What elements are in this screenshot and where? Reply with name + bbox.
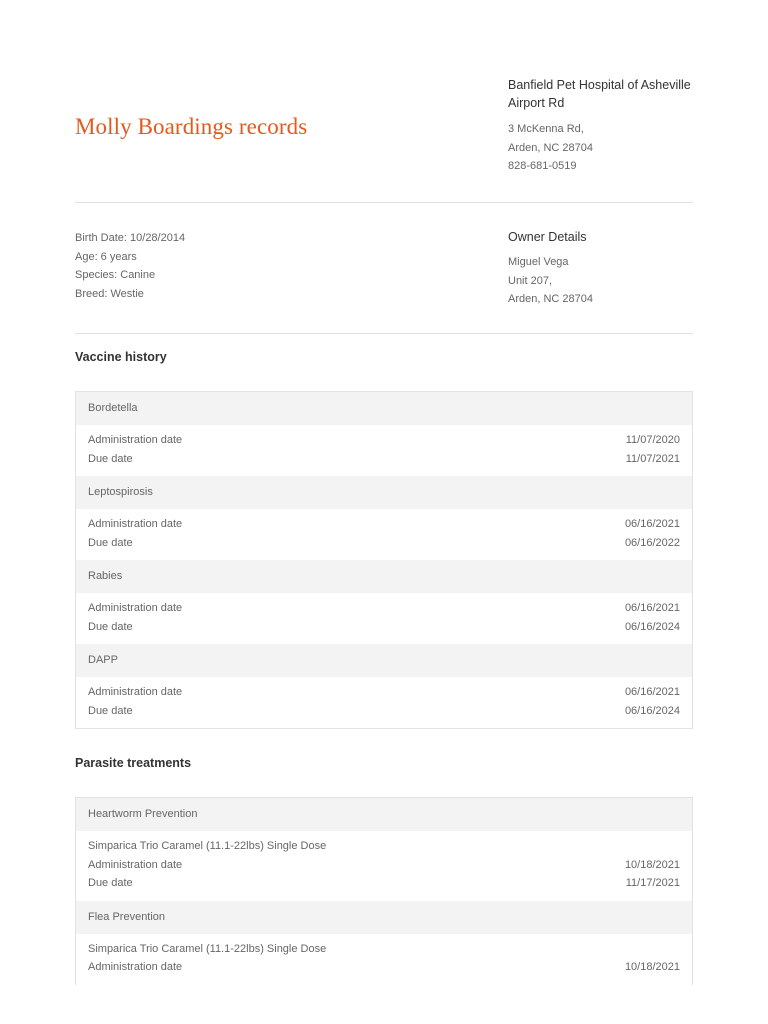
vaccine-table <box>75 391 693 729</box>
treatment-row <box>76 831 692 901</box>
admin-date: 06/16/2021 <box>624 602 680 614</box>
admin-row <box>88 515 680 534</box>
vaccine-history-heading: Vaccine history <box>75 350 167 364</box>
due-label: Due date <box>88 620 133 633</box>
due-date: 11/17/2021 <box>625 877 680 889</box>
vaccine-row <box>76 593 692 644</box>
pet-details <box>75 229 185 303</box>
treatment-product: Simparica Trio Caramel (11.1-22lbs) Single Dose <box>88 942 327 955</box>
admin-label: Administration date <box>88 602 183 614</box>
admin-date: 10/18/2021 <box>624 858 680 871</box>
due-row <box>88 450 680 469</box>
admin-label: Administration date <box>88 961 183 973</box>
owner-lines <box>508 253 593 309</box>
due-row <box>88 874 680 893</box>
admin-date: 06/16/2021 <box>624 518 680 530</box>
vaccine-name: Rabies <box>76 560 692 593</box>
pet-species: Species: Canine <box>75 269 156 281</box>
clinic-name: Banfield Pet Hospital of Asheville Airport Rd <box>508 78 691 110</box>
admin-row <box>88 431 680 450</box>
parasite-treatments-heading: Parasite treatments <box>75 756 192 770</box>
admin-row <box>88 856 680 875</box>
owner-address-line1: Unit 207, <box>508 274 553 287</box>
admin-label: Administration date <box>88 518 183 530</box>
treatment-name: Flea Prevention <box>76 901 692 934</box>
parasite-table <box>75 797 693 985</box>
admin-date: 11/07/2020 <box>625 434 680 446</box>
admin-label: Administration date <box>88 434 183 446</box>
due-date: 06/16/2024 <box>624 704 680 717</box>
owner-details <box>508 229 593 309</box>
due-row <box>88 702 680 721</box>
admin-row <box>88 599 680 618</box>
admin-label: Administration date <box>88 858 183 871</box>
vaccine-row <box>76 509 692 560</box>
due-date: 11/07/2021 <box>625 452 680 465</box>
due-label: Due date <box>88 452 133 465</box>
owner-name: Miguel Vega <box>508 256 569 268</box>
owner-address-line2: Arden, NC 28704 <box>508 293 593 305</box>
vaccine-name: Leptospirosis <box>76 476 692 509</box>
clinic-info <box>508 76 698 176</box>
clinic-address-line1: 3 McKenna Rd, <box>508 123 584 135</box>
admin-row <box>88 683 680 702</box>
clinic-phone: 828-681-0519 <box>508 160 577 172</box>
vaccine-row <box>76 425 692 476</box>
admin-row <box>88 958 680 977</box>
due-row <box>88 534 680 553</box>
info-divider <box>75 333 693 334</box>
admin-date: 06/16/2021 <box>624 686 680 698</box>
pet-birth-date: Birth Date: 10/28/2014 <box>75 232 186 244</box>
vaccine-name: Bordetella <box>76 392 692 425</box>
due-label: Due date <box>88 536 133 549</box>
pet-age: Age: 6 years <box>75 250 137 263</box>
admin-date: 10/18/2021 <box>624 961 680 973</box>
treatment-product: Simparica Trio Caramel (11.1-22lbs) Single Dose <box>88 840 327 852</box>
due-row <box>88 618 680 637</box>
due-date: 06/16/2024 <box>624 620 680 633</box>
admin-label: Administration date <box>88 686 183 698</box>
treatment-name: Heartworm Prevention <box>76 798 692 831</box>
due-date: 06/16/2022 <box>624 536 680 549</box>
page-title: Molly Boardings records <box>75 114 308 139</box>
records-page <box>75 0 693 985</box>
clinic-address-line2: Arden, NC 28704 <box>508 141 593 154</box>
vaccine-name: DAPP <box>76 644 692 677</box>
clinic-address <box>508 120 698 176</box>
due-label: Due date <box>88 704 133 717</box>
info-section <box>75 203 693 333</box>
vaccine-row <box>76 677 692 728</box>
treatment-row <box>76 934 692 985</box>
pet-breed: Breed: Westie <box>75 287 144 300</box>
owner-heading: Owner Details <box>508 230 587 244</box>
due-label: Due date <box>88 877 133 889</box>
document-header <box>75 0 693 202</box>
